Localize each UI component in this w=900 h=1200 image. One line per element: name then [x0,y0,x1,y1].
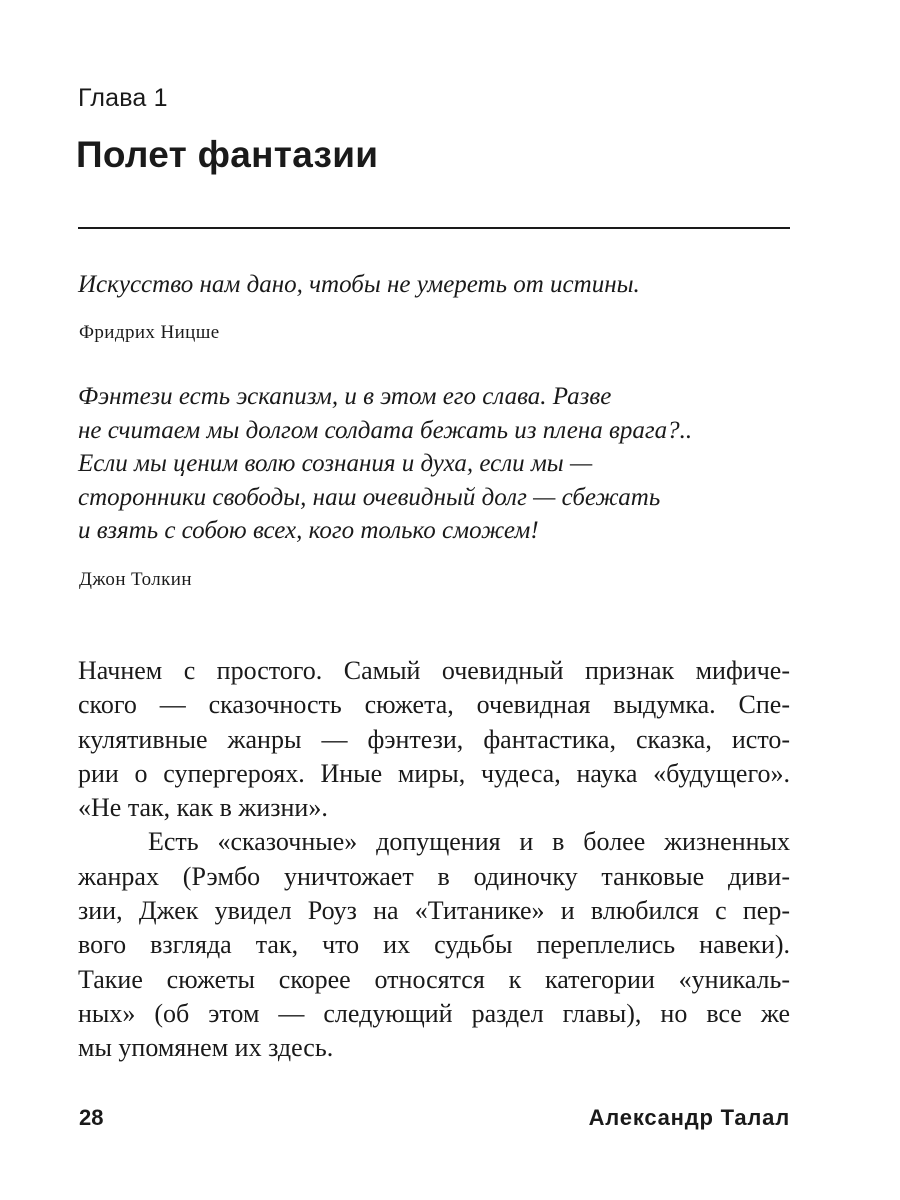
body-line: ных» (об этом — следующий раздел главы), но все же [78,998,790,1028]
epigraph-line: сторонники свободы, наш очевидный долг — сбежать [78,483,661,511]
body-line: зии, Джек увидел Роуз на «Титанике» и влюбился с пер- [78,896,790,926]
epigraph-line: и взять с собою всех, кого только сможем! [78,517,539,544]
body-line: ского — сказочность сюжета, очевидная выдумка. Спе- [78,690,790,720]
epigraph-quote [78,380,692,548]
body-line: Есть «сказочные» допущения и в более жизненных [148,827,790,857]
epigraph-line: Если мы ценим волю сознания и духа, если мы — [78,450,593,477]
epigraph-quote [78,268,640,302]
body-line: вого взгляда так, что их судьбы переплелись навеки). [78,930,790,960]
chapter-title: Полет фантазии [76,134,379,175]
epigraph-author: Фридрих Ницше [79,322,220,343]
epigraph-author: Джон Толкин [79,569,192,590]
title-divider [78,227,790,229]
body-line: «Не так, как в жизни». [78,793,328,823]
chapter-label: Глава 1 [78,84,168,112]
body-line: рии о супергероях. Иные миры, чудеса, наука «будущего». [78,758,790,788]
epigraph-line: Фэнтези есть эскапизм, и в этом его слава. Разве [78,383,612,410]
epigraph-line: не считаем мы долгом солдата бежать из плена врага?.. [78,416,693,444]
body-line: жанрах (Рэмбо уничтожает в одиночку танковые диви- [78,861,790,891]
body-line: мы упомянем их здесь. [78,1033,334,1063]
epigraph-line: Искусство нам дано, чтобы не умереть от истины. [78,271,640,298]
body-line: Начнем с простого. Самый очевидный признак мифиче- [78,656,790,685]
body-line: Такие сюжеты скорее относятся к категории «уникаль- [78,964,790,994]
body-text [78,654,790,1066]
page-number: 28 [79,1105,104,1130]
body-line: кулятивные жанры — фэнтези, фантастика, сказка, исто- [78,724,790,754]
running-footer-author: Александр Талал [588,1105,790,1130]
